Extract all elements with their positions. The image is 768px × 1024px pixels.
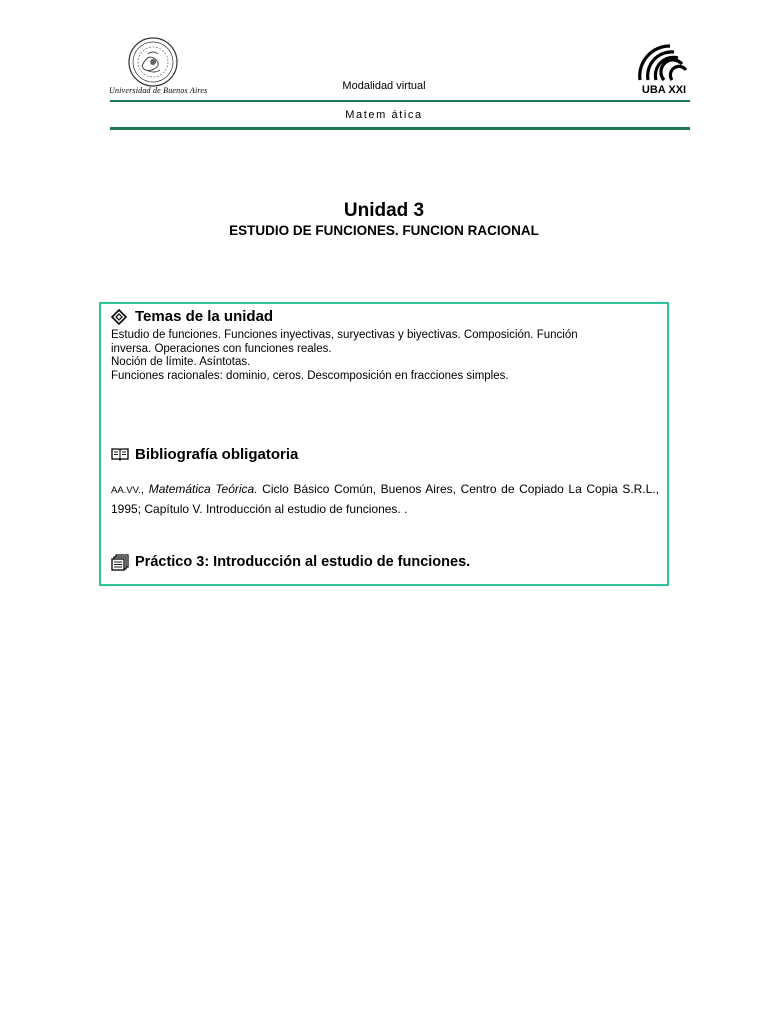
bibliografia-reference	[111, 480, 659, 519]
practico-heading	[111, 554, 470, 570]
header-rule-bottom	[110, 127, 690, 130]
temas-line: Estudio de funciones. Funciones inyectivas, suryectivas y biyectivas. Composición. Función	[111, 329, 578, 341]
bibliografia-heading-text: Bibliografía obligatoria	[135, 446, 299, 463]
temas-line: inversa. Operaciones con funciones reales.	[111, 342, 332, 355]
subject-label: Matem ática	[345, 109, 423, 121]
practico-heading-text: Práctico 3: Introducción al estudio de funciones.	[135, 554, 471, 570]
reference-details: Ciclo Básico Común, Buenos Aires, Centro de Copiado La Copia S.R.L., 1995; Capítulo V. Introducción al estudio de funciones. .	[111, 482, 659, 516]
header-rule-top	[110, 100, 690, 102]
unit-summary-box	[99, 302, 669, 586]
temas-heading	[111, 308, 273, 325]
temas-line: Noción de límite. Asíntotas.	[111, 356, 251, 369]
open-book-icon	[111, 447, 129, 463]
uba-xxi-logo	[636, 42, 692, 94]
reference-author-sep: ,	[140, 482, 149, 496]
diamond-icon	[111, 309, 129, 325]
modalidad-label: Modalidad virtual	[342, 80, 426, 92]
reference-title: Matemática Teórica.	[148, 482, 258, 496]
bibliografia-heading	[111, 446, 298, 463]
temas-line: Funciones racionales: dominio, ceros. Descomposición en fracciones simples.	[111, 369, 509, 382]
reference-author: AA.VV.	[111, 485, 141, 496]
uba-signature: Universidad de Buenos Aires	[109, 86, 208, 95]
temas-heading-text: Temas de la unidad	[135, 308, 274, 325]
uba-xxi-logo-text: UBA XXI	[641, 84, 687, 94]
temas-body	[111, 329, 657, 383]
unit-subtitle: ESTUDIO DE FUNCIONES. FUNCION RACIONAL	[229, 223, 539, 238]
documents-icon	[111, 554, 129, 570]
unit-title: Unidad 3	[343, 200, 425, 221]
